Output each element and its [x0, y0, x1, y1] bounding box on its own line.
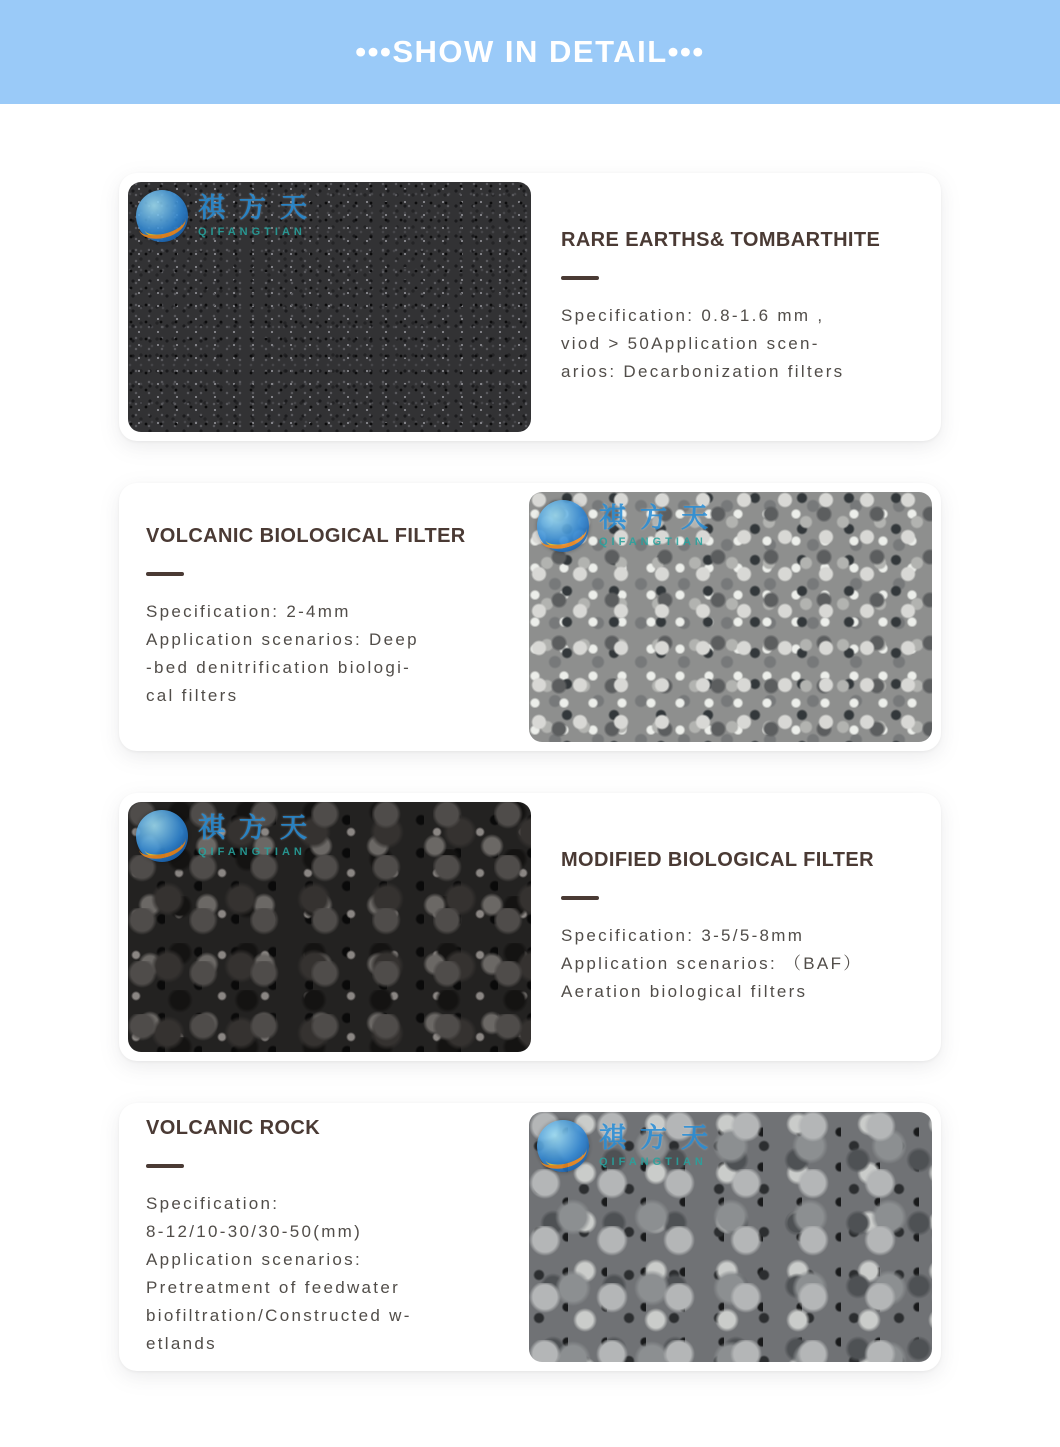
product-card-rare-earths [119, 173, 941, 441]
product-card-modified-biological-filter [119, 793, 941, 1061]
product-title: RARE EARTHS& TOMBARTHITE [561, 228, 881, 251]
title-divider [561, 896, 599, 900]
brand-watermark [537, 1120, 722, 1172]
spec-line: Application scenarios: Deep [146, 629, 419, 649]
title-divider [146, 572, 184, 576]
brand-chinese-text: 祺方天 [198, 193, 321, 224]
spec-line: Application scenarios: （BAF） [561, 953, 863, 973]
spec-line: cal filters [146, 685, 239, 705]
title-divider [146, 1164, 184, 1168]
brand-chinese-text: 祺方天 [599, 1123, 722, 1154]
product-text-block [128, 492, 529, 742]
brand-latin-text: QIFANGTIAN [599, 536, 707, 548]
product-detail-list [119, 173, 941, 1371]
spec-line: Specification: 3-5/5-8mm [561, 925, 805, 945]
product-card-volcanic-rock [119, 1103, 941, 1371]
brand-globe-icon [136, 190, 188, 242]
spec-line: Specification: 0.8-1.6 mm , [561, 305, 825, 325]
product-photo-volcanic-biological-filter [529, 492, 932, 742]
spec-line: -bed denitrification biologi- [146, 657, 412, 677]
product-photo-modified-biological-filter [128, 802, 531, 1052]
product-title: MODIFIED BIOLOGICAL FILTER [561, 848, 874, 871]
product-card-volcanic-biological-filter [119, 483, 941, 751]
product-text-block [531, 182, 932, 432]
brand-globe-icon [136, 810, 188, 862]
product-text-block [128, 1112, 529, 1362]
spec-line: biofiltration/Constructed w- [146, 1305, 412, 1325]
spec-line: Aeration biological filters [561, 981, 808, 1001]
spec-line: Specification: 2-4mm [146, 601, 351, 621]
product-text-block [531, 802, 932, 1052]
product-title: VOLCANIC BIOLOGICAL FILTER [146, 524, 466, 547]
spec-line: 8-12/10-30/30-50(mm) [146, 1221, 363, 1241]
brand-chinese-text: 祺方天 [599, 503, 722, 534]
product-photo-rare-earths [128, 182, 531, 432]
spec-line: etlands [146, 1333, 217, 1353]
spec-line: Pretreatment of feedwater [146, 1277, 401, 1297]
spec-line: arios: Decarbonization filters [561, 361, 845, 381]
title-divider [561, 276, 599, 280]
spec-line: Application scenarios: [146, 1249, 362, 1269]
show-in-detail-banner [0, 0, 1060, 104]
brand-latin-text: QIFANGTIAN [198, 226, 306, 238]
brand-watermark [136, 810, 321, 862]
brand-watermark [537, 500, 722, 552]
product-title: VOLCANIC ROCK [146, 1116, 321, 1139]
banner-title: •••SHOW IN DETAIL••• [355, 34, 705, 69]
brand-globe-icon [537, 500, 589, 552]
brand-watermark [136, 190, 321, 242]
brand-globe-icon [537, 1120, 589, 1172]
brand-chinese-text: 祺方天 [198, 813, 321, 844]
brand-latin-text: QIFANGTIAN [198, 846, 306, 858]
spec-line: viod > 50Application scen- [561, 333, 820, 353]
spec-line: Specification: [146, 1193, 280, 1213]
product-photo-volcanic-rock [529, 1112, 932, 1362]
brand-latin-text: QIFANGTIAN [599, 1156, 707, 1168]
